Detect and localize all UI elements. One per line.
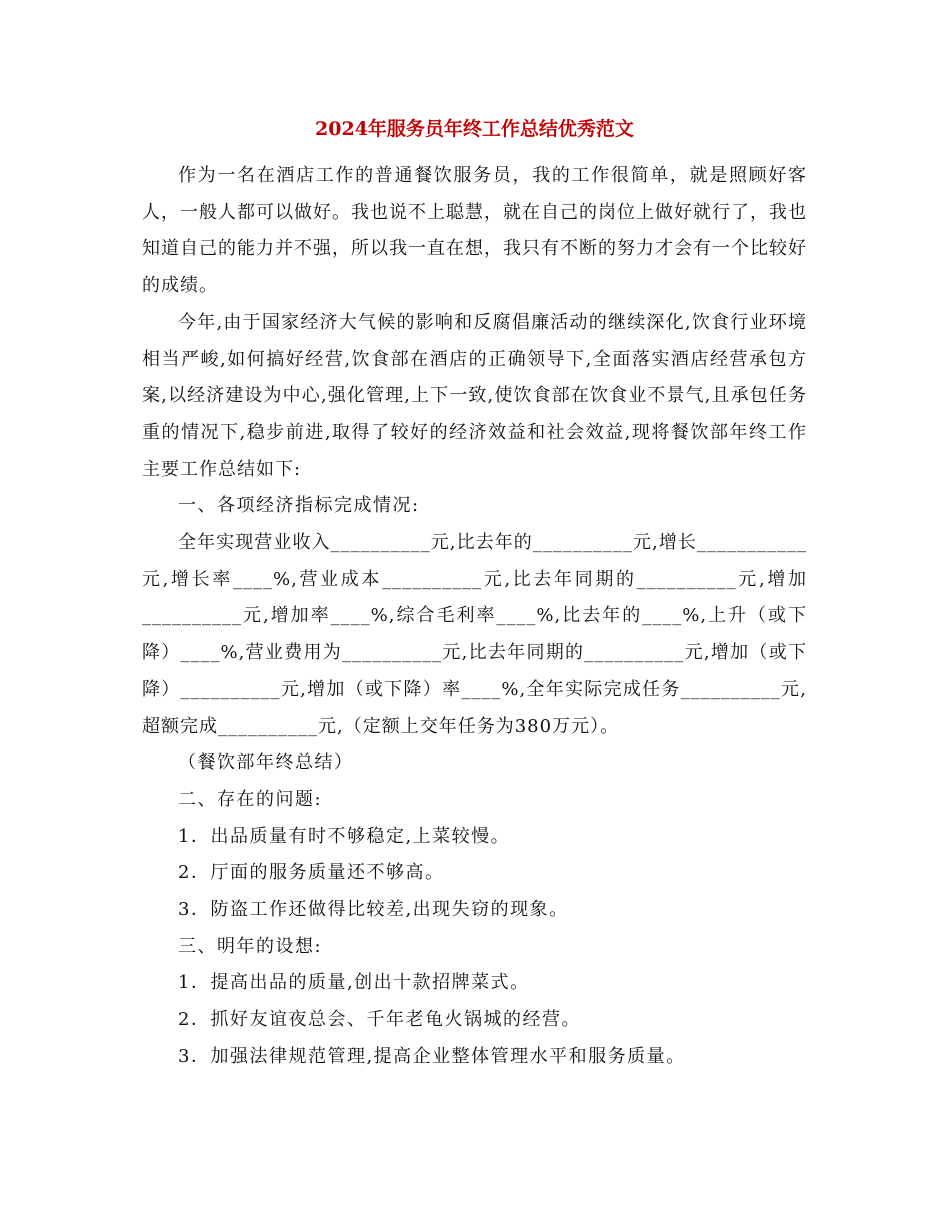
paragraph-indicators: 全年实现营业收入__________元,比去年的__________元,增长___________元,增长率____%,营业成本__________元,比去年同期的__________元,增加__________元,增加率____%,综合毛利率____%,比去年的____%,上升（或下降）____%,营业费用为__________元,比去年同期的__________元,增加（或下降）__________元,增加（或下降）率____%,全年实际完成任务__________元,超额完成__________元,（定额上交年任务为380万元）。	[142, 532, 807, 737]
paragraph-intro: 作为一名在酒店工作的普通餐饮服务员，我的工作很简单，就是照顾好客人，一般人都可以做好。我也说不上聪慧，就在自己的岗位上做好就行了，我也知道自己的能力并不强，所以我一直在想，我只有不断的努力才会有一个比较好的成绩。	[142, 165, 807, 297]
list-item-problem-2: 2．厅面的服务质量还不够高。	[178, 862, 445, 884]
list-item-plan-2: 2．抓好友谊夜总会、千年老龟火锅城的经营。	[178, 1009, 581, 1031]
section-heading-problems: 二、存在的问题:	[178, 788, 323, 810]
list-item-plan-3: 3．加强法律规范管理,提高企业整体管理水平和服务质量。	[178, 1045, 686, 1067]
document-page	[142, 114, 807, 1076]
section-heading-indicators: 一、各项经济指标完成情况:	[178, 495, 420, 517]
list-item-problem-1: 1．出品质量有时不够稳定,上菜较慢。	[178, 825, 511, 847]
section-heading-plans: 三、明年的设想:	[178, 935, 323, 957]
list-item-plan-1: 1．提高出品的质量,创出十款招牌菜式。	[178, 972, 530, 994]
document-title: 2024年服务员年终工作总结优秀范文	[315, 118, 634, 140]
list-item-problem-3: 3．防盗工作还做得比较差,出现失窃的现象。	[178, 899, 569, 921]
note-summary: （餐饮部年终总结）	[178, 752, 354, 774]
paragraph-overview: 今年,由于国家经济大气候的影响和反腐倡廉活动的继续深化,饮食行业环境相当严峻,如何搞好经营,饮食部在酒店的正确领导下,全面落实酒店经营承包方案,以经济建设为中心,强化管理,上下一致,使饮食部在饮食业不景气,且承包任务重的情况下,稳步前进,取得了较好的经济效益和社会效益,现将餐饮部年终工作主要工作总结如下:	[142, 311, 807, 480]
